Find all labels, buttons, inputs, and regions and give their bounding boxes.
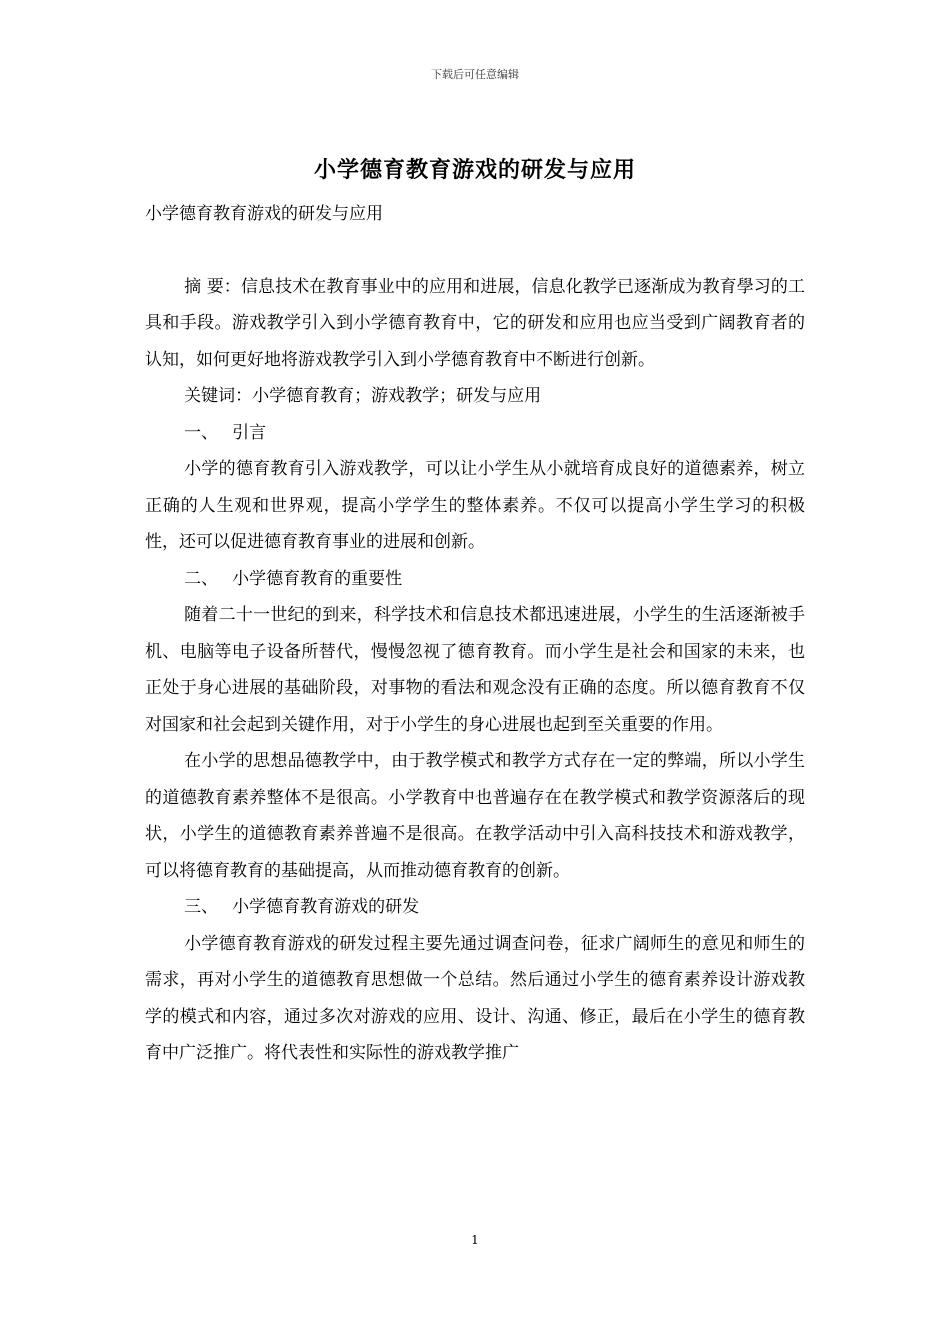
section-title: 引言 xyxy=(232,422,267,443)
section-heading-2 xyxy=(145,561,805,598)
header-note: 下载后可任意编辑 xyxy=(431,68,519,81)
abstract-paragraph: 摘 要：信息技术在教育事业中的应用和进展，信息化教学已逐渐成为教育學习的工具和手段。游戏教学引入到小学德育教育中，它的研发和应用也应当受到广阔教育者的认知，如何更好地将游戏教学引入到小学德育教育中不断进行创新。 xyxy=(145,276,805,370)
section-number: 一、 xyxy=(184,422,219,443)
section-title: 小学德育教育游戏的研发 xyxy=(232,897,420,917)
keywords-paragraph: 关键词：小学德育教育；游戏教学；研发与应用 xyxy=(184,386,542,406)
section-title: 小学德育教育的重要性 xyxy=(232,568,403,589)
document-body xyxy=(145,196,805,1072)
section-heading-3 xyxy=(145,889,805,926)
paragraph: 小学的德育教育引入游戏教学，可以让小学生从小就培育成良好的道德素养，树立正确的人生观和世界观，提高小学学生的整体素养。不仅可以提高小学生学习的积极性，还可以促进德育教育事业的进展和创新。 xyxy=(145,459,805,552)
section-number: 二、 xyxy=(184,568,219,589)
document-title: 小学德育教育游戏的研发与应用 xyxy=(313,157,636,183)
paragraph: 小学德育教育游戏的研发过程主要先通过调查问卷，征求广阔师生的意见和师生的需求，再对小学生的道德教育思想做一个总结。然后通过小学生的德育素养设计游戏教学的模式和内容，通过多次对游戏的应用、设计、沟通、修正，最后在小学生的德育教育中广泛推广。将代表性和实际性的游戏教学推广 xyxy=(145,933,805,1063)
paragraph: 随着二十一世纪的到来，科学技术和信息技术都迅速进展，小学生的生活逐渐被手机、电脑等电子设备所替代，慢慢忽视了德育教育。而小学生是社会和国家的未来，也正处于身心进展的基础阶段，对事物的看法和观念没有正确的态度。所以德育教育不仅对国家和社会起到关键作用，对于小学生的身心进展也起到至关重要的作用。 xyxy=(145,605,805,735)
paragraph: 在小学的思想品德教学中，由于教学模式和教学方式存在一定的弊端，所以小学生的道德教育素养整体不是很高。小学教育中也普遍存在在教学模式和教学资源落后的现状，小学生的道德教育素养普遍不是很高。在教学活动中引入高科技技术和游戏教学，可以将德育教育的基础提高，从而推动德育教育的创新。 xyxy=(145,751,805,881)
subtitle: 小学德育教育游戏的研发与应用 xyxy=(145,204,383,224)
section-number: 三、 xyxy=(184,897,219,917)
section-heading-1 xyxy=(145,415,805,452)
page-number: 1 xyxy=(471,1233,479,1247)
